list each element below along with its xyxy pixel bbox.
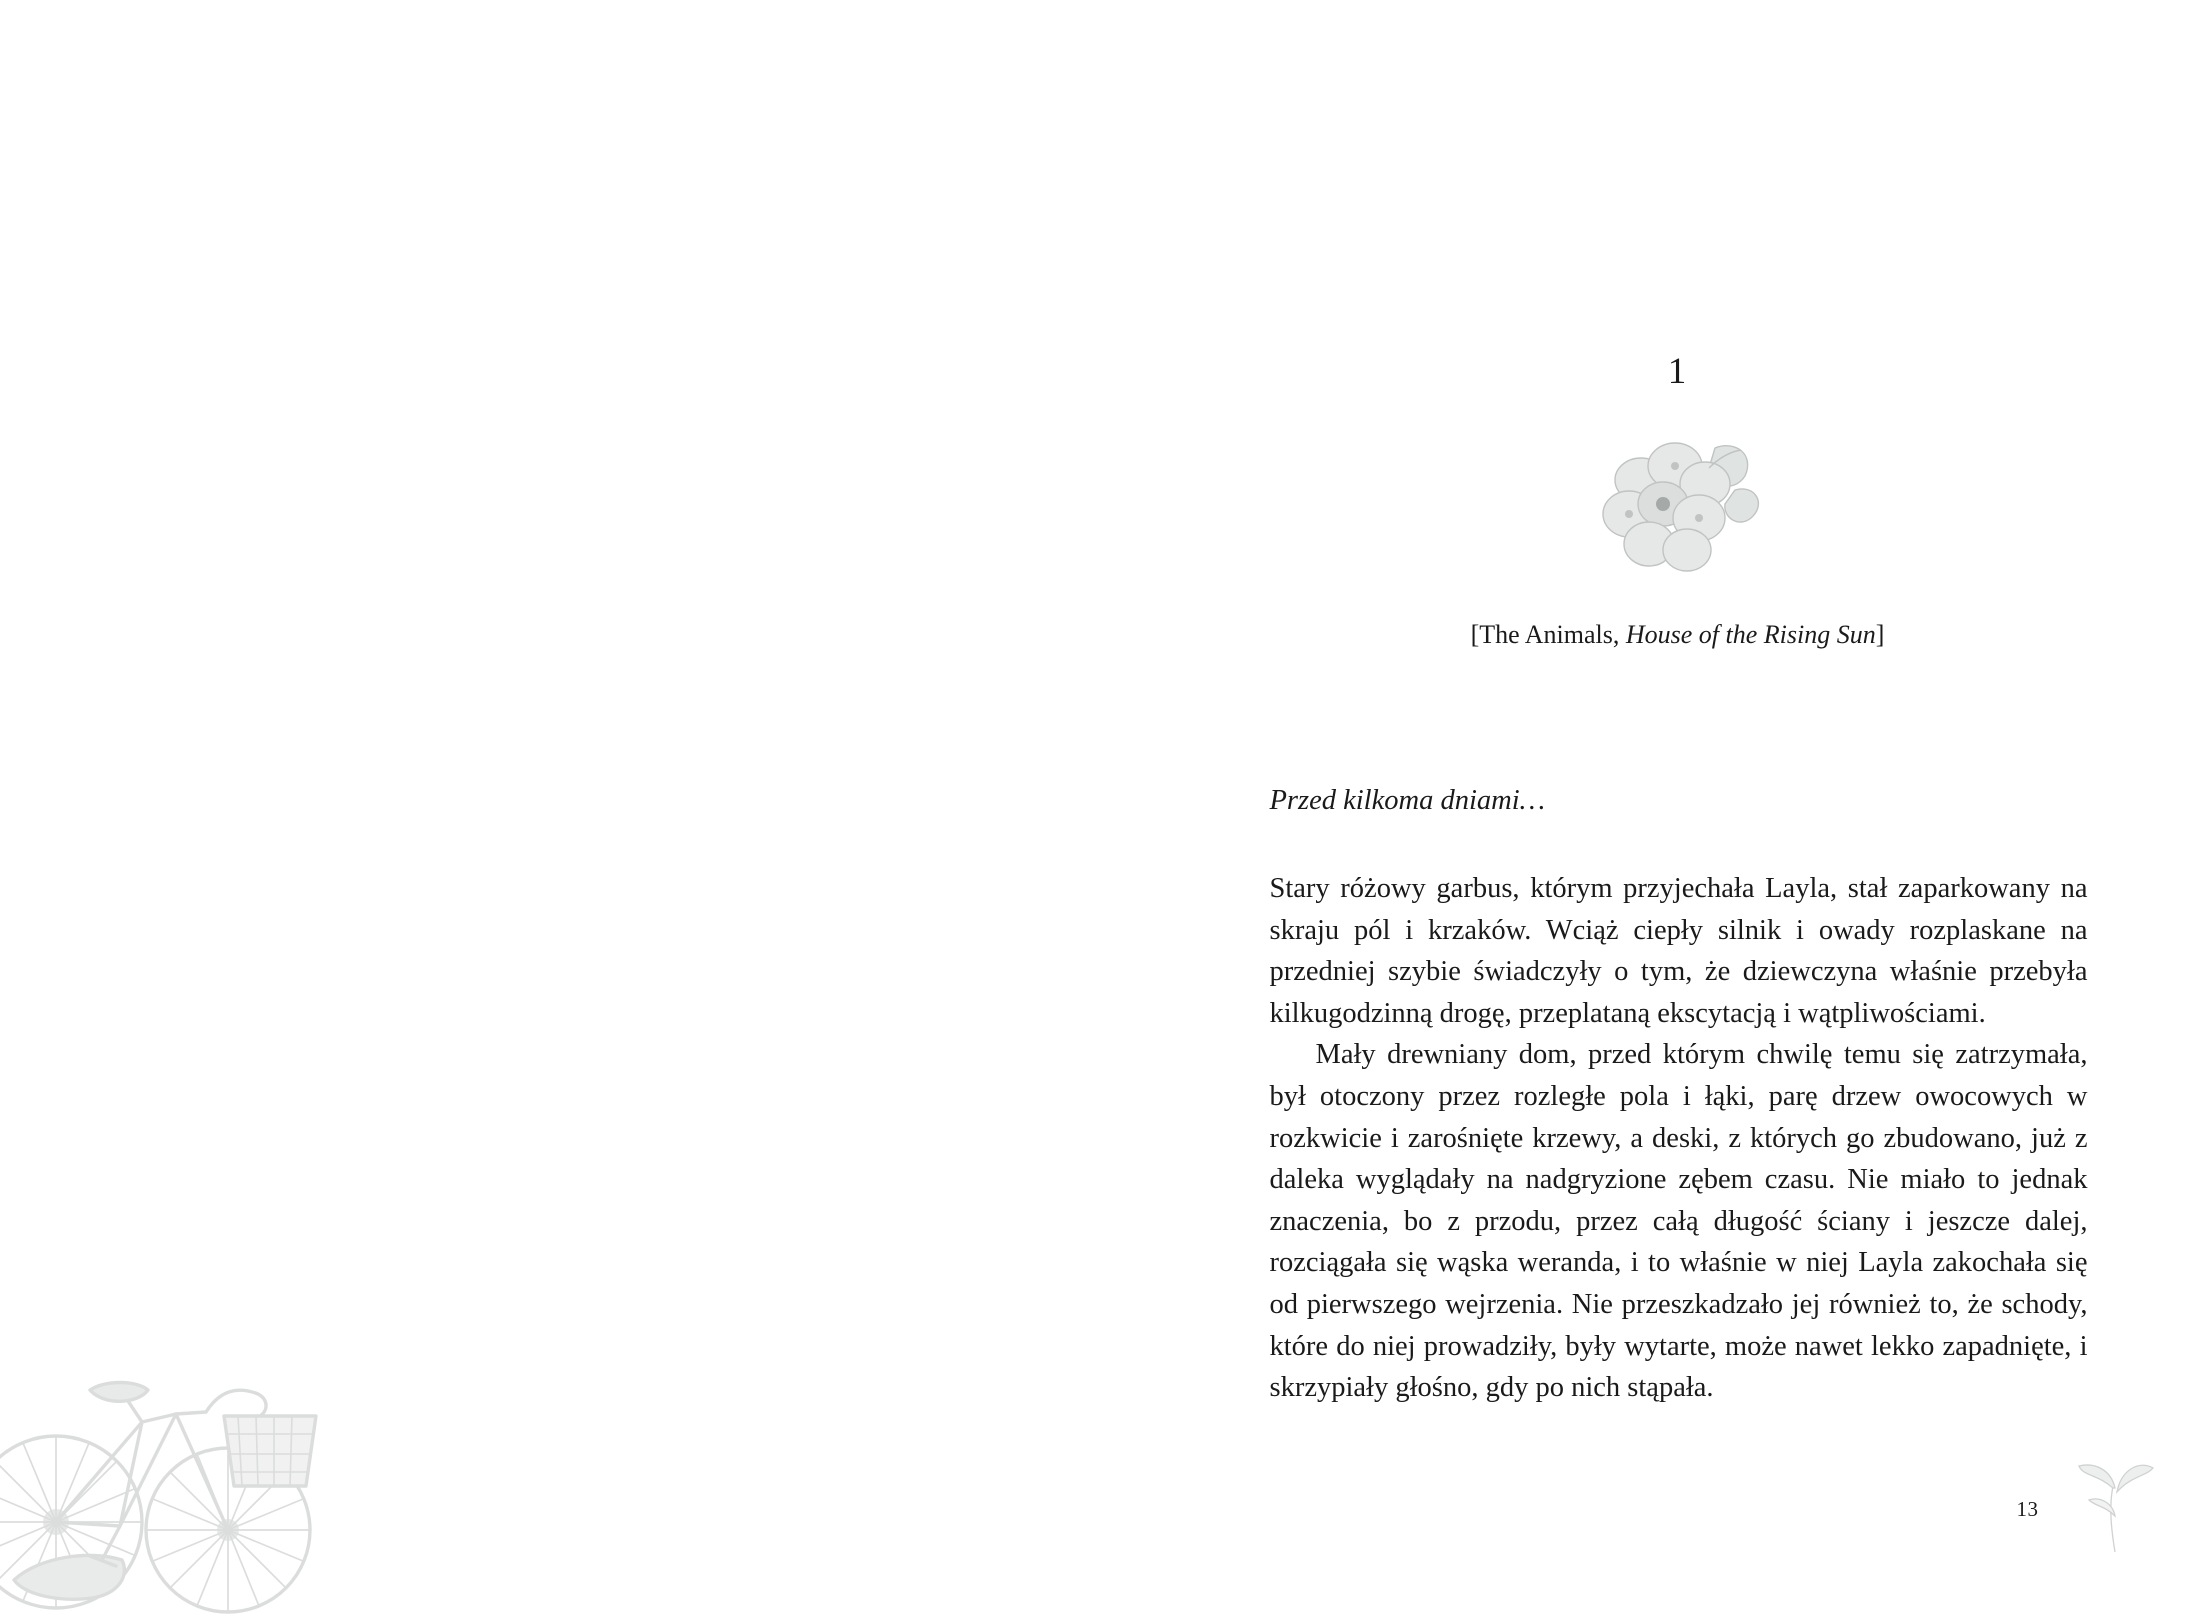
body-text [1270,868,2088,1409]
chapter-number: 1 [1268,350,2088,393]
epigraph-open-bracket: [ [1471,620,1480,649]
flower-icon [1583,430,1773,590]
right-page [1103,0,2205,1614]
bicycle-icon [0,1294,360,1624]
paragraph: Stary różowy garbus, którym przyjechała Layla, stał zaparkowany na skraju pól i krzaków. Wciąż ciepły silnik i owady rozplaskane na przedniej szybie świadczyły o tym, że dziewczyna właśnie przebyła kilkugodzinną drogę, przeplataną ekscytacją i wątpliwościami. [1270,868,2088,1034]
left-page [0,0,1103,1614]
epigraph-close-bracket: ] [1876,620,1885,649]
epigraph [1268,620,2088,650]
epigraph-work-title: House of the Rising Sun [1626,620,1876,649]
epigraph-artist: The Animals, [1479,620,1619,649]
page-number: 13 [2017,1497,2039,1522]
leaf-icon [2071,1458,2157,1554]
lead-in-line: Przed kilkoma dniami… [1270,785,1545,817]
paragraph: Mały drewniany dom, przed którym chwilę temu się zatrzymała, był otoczony przez rozległe pola i łąki, parę drzew owocowych w rozkwicie i zarośnięte krzewy, a deski, z których go zbudowano, już z daleka wyglądały na nadgryzione zębem czasu. Nie miało to jednak znaczenia, bo z przodu, przez całą długość ściany i jeszcze dalej, rozciągała się wąska weranda, i to właśnie w niej Layla zakochała się od pierwszego wejrzenia. Nie przeszkadzało jej również to, że schody, które do niej prowadziły, były wytarte, może nawet lekko zapadnięte, i skrzypiały głośno, gdy po nich stąpała. [1270,1034,2088,1408]
text-column [1268,0,2088,1614]
